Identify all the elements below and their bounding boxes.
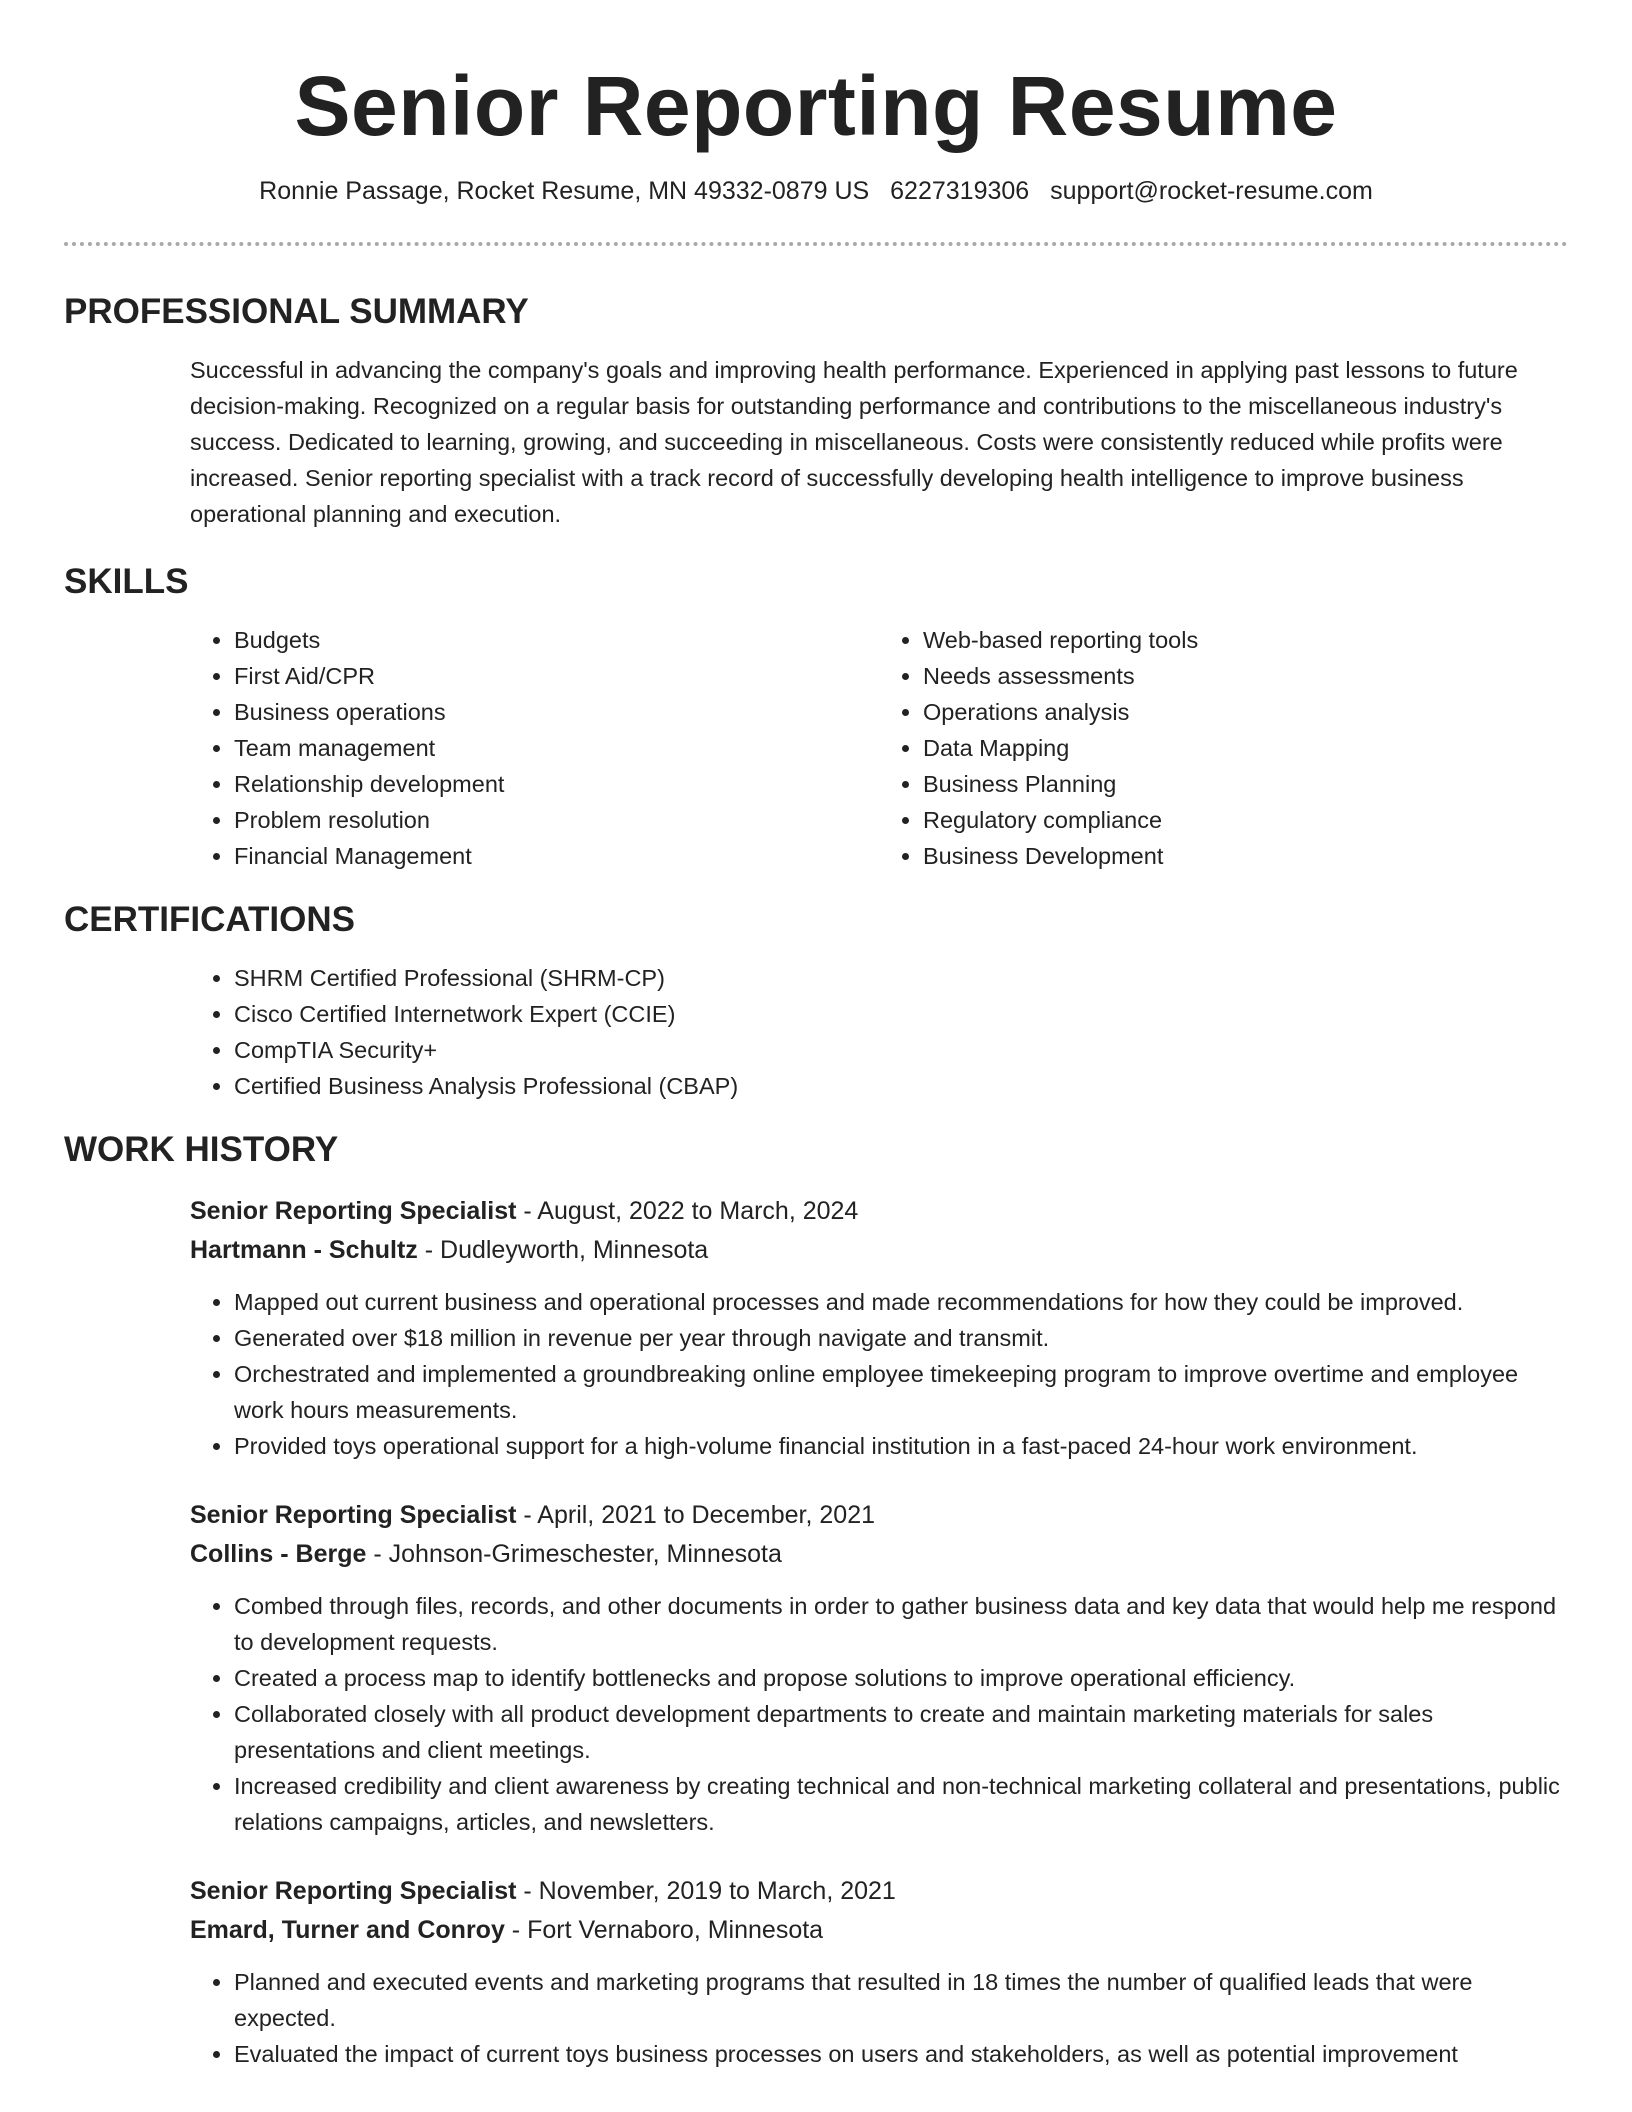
job-bullets — [190, 1588, 1568, 1840]
job-bullet: • Collaborated closely with all product development departments to create and maintain marketing materials for sales presentations and client meetings. — [234, 1696, 1568, 1768]
summary-heading: PROFESSIONAL SUMMARY — [64, 292, 529, 331]
skills-heading: SKILLS — [64, 562, 189, 601]
job-role-line — [190, 1496, 1568, 1535]
certification-item: • Cisco Certified Internetwork Expert (CCIE) — [234, 996, 1568, 1032]
contact-phone: 6227319306 — [890, 177, 1030, 205]
summary-section — [190, 352, 1568, 532]
resume-title: Senior Reporting Resume — [294, 59, 1338, 153]
job-bullets — [190, 1284, 1568, 1464]
work-history-heading: WORK HISTORY — [64, 1130, 339, 1169]
job-role: Senior Reporting Specialist — [190, 1877, 517, 1905]
job-role-line — [190, 1872, 1568, 1911]
job-company: Collins - Berge — [190, 1540, 367, 1568]
job-bullet: • Evaluated the impact of current toys business processes on users and stakeholders, as well as potential improvement — [234, 2036, 1568, 2072]
certifications-list — [190, 960, 1568, 1104]
job-bullet: • Combed through files, records, and other documents in order to gather business data and key data that would help me respond to development requests. — [234, 1588, 1568, 1660]
skills-list-left — [190, 622, 879, 874]
skill-item: • Needs assessments — [923, 658, 1568, 694]
job-dates: - November, 2019 to March, 2021 — [516, 1877, 896, 1905]
certifications-section — [190, 960, 1568, 1104]
summary-text: Successful in advancing the company's goals and improving health performance. Experienced in applying past lessons to future decision-making. Recognized on a regular basis for outstanding performance and contributions to the miscellaneous industry's success. Dedicated to learning, growing, and succeeding in miscellaneous. Costs were consistently reduced while profits were increased. Senior reporting specialist with a track record of successfully developing health intelligence to improve business operational planning and execution. — [190, 357, 1518, 527]
skill-item: • First Aid/CPR — [234, 658, 879, 694]
job-bullet: • Planned and executed events and marketing programs that resulted in 18 times the number of qualified leads that were expected. — [234, 1964, 1568, 2036]
work-history-section — [190, 1192, 1568, 2072]
skill-item: • Business Planning — [923, 766, 1568, 802]
skill-item: • Operations analysis — [923, 694, 1568, 730]
job-entry — [190, 1192, 1568, 1464]
skill-item: • Problem resolution — [234, 802, 879, 838]
job-role: Senior Reporting Specialist — [190, 1197, 517, 1225]
job-role: Senior Reporting Specialist — [190, 1501, 517, 1529]
job-bullet: • Created a process map to identify bottlenecks and propose solutions to improve operational efficiency. — [234, 1660, 1568, 1696]
skill-item: • Web-based reporting tools — [923, 622, 1568, 658]
job-bullet: • Generated over $18 million in revenue per year through navigate and transmit. — [234, 1320, 1568, 1356]
job-dates: - April, 2021 to December, 2021 — [516, 1501, 875, 1529]
certification-item: • CompTIA Security+ — [234, 1032, 1568, 1068]
skill-item: • Data Mapping — [923, 730, 1568, 766]
certification-item: • Certified Business Analysis Professional (CBAP) — [234, 1068, 1568, 1104]
job-bullet: • Provided toys operational support for a high-volume financial institution in a fast-paced 24-hour work environment. — [234, 1428, 1568, 1464]
job-role-line — [190, 1192, 1568, 1231]
header-divider — [64, 242, 1568, 246]
skill-item: • Team management — [234, 730, 879, 766]
job-company: Emard, Turner and Conroy — [190, 1916, 505, 1944]
job-entry — [190, 1496, 1568, 1840]
job-location: - Fort Vernaboro, Minnesota — [504, 1916, 824, 1944]
job-bullets — [190, 1964, 1568, 2072]
contact-email: support@rocket-resume.com — [1050, 177, 1373, 205]
skill-item: • Budgets — [234, 622, 879, 658]
skill-item: • Regulatory compliance — [923, 802, 1568, 838]
skills-section — [190, 622, 1568, 874]
skill-item: • Business Development — [923, 838, 1568, 874]
skills-list-right — [879, 622, 1568, 874]
job-company-line — [190, 1535, 1568, 1574]
job-dates: - August, 2022 to March, 2024 — [516, 1197, 859, 1225]
contact-address: Ronnie Passage, Rocket Resume, MN 49332-0879 US — [259, 177, 870, 205]
job-company: Hartmann - Schultz — [190, 1236, 418, 1264]
job-company-line — [190, 1231, 1568, 1270]
job-location: - Johnson-Grimeschester, Minnesota — [366, 1540, 782, 1568]
job-location: - Dudleyworth, Minnesota — [417, 1236, 709, 1264]
job-bullet: • Orchestrated and implemented a groundbreaking online employee timekeeping program to improve overtime and employee work hours measurements. — [234, 1356, 1568, 1428]
certifications-heading: CERTIFICATIONS — [64, 900, 356, 939]
certification-item: • SHRM Certified Professional (SHRM-CP) — [234, 960, 1568, 996]
job-bullet: • Mapped out current business and operational processes and made recommendations for how they could be improved. — [234, 1284, 1568, 1320]
contact-line — [64, 174, 1568, 208]
skill-item: • Financial Management — [234, 838, 879, 874]
skill-item: • Relationship development — [234, 766, 879, 802]
job-entry — [190, 1872, 1568, 2072]
job-bullet: • Increased credibility and client awareness by creating technical and non-technical marketing collateral and presentations, public relations campaigns, articles, and newsletters. — [234, 1768, 1568, 1840]
skill-item: • Business operations — [234, 694, 879, 730]
job-company-line — [190, 1911, 1568, 1950]
